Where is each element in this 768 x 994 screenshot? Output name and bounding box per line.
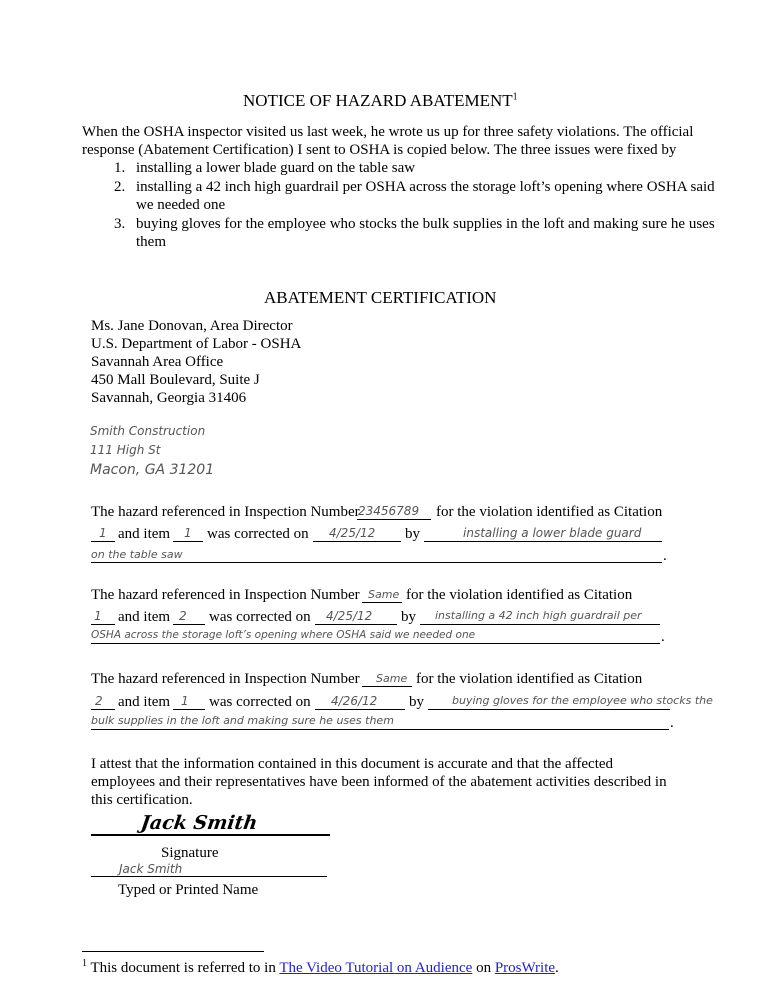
- corrected-on-label: was corrected on: [209, 694, 311, 710]
- by-blank-2: [91, 643, 660, 644]
- and-item-label: and item: [118, 609, 171, 625]
- recipient-line: 450 Mall Boulevard, Suite J: [91, 372, 260, 388]
- by-blank-2: [91, 729, 669, 730]
- by-label: by: [401, 609, 416, 625]
- signature-label: Signature: [161, 845, 219, 861]
- intro-line-2: response (Abatement Certification) I sent to OSHA is copied below. The three issues were fixed by: [82, 142, 677, 158]
- date-blank: [313, 541, 401, 542]
- item-value: 1: [181, 694, 189, 708]
- item-blank: [173, 624, 205, 625]
- list-item-text: installing a lower blade guard on the table saw: [136, 160, 416, 176]
- date-blank: [315, 709, 405, 710]
- date-value: 4/25/12: [326, 609, 373, 623]
- by-value-1: installing a 42 inch high guardrail per: [435, 609, 642, 622]
- footnote-link-video-tutorial[interactable]: The Video Tutorial on Audience: [279, 960, 473, 976]
- typed-name-label: Typed or Printed Name: [118, 882, 259, 898]
- by-label: by: [405, 526, 420, 542]
- sender-line: 111 High St: [90, 443, 161, 457]
- citation-value: 1: [99, 526, 107, 540]
- citation-value: 2: [95, 694, 103, 708]
- page-title: [243, 91, 518, 111]
- hazard-ref-label: The hazard referenced in Inspection Number: [91, 504, 360, 520]
- violation-label: for the violation identified as Citation: [406, 587, 633, 603]
- inspection-number-blank: [357, 519, 431, 520]
- list-number: 3.: [114, 216, 126, 232]
- inspection-number-value: Same: [376, 672, 408, 685]
- list-item-text-cont: we needed one: [136, 197, 226, 213]
- by-blank-1: [420, 624, 660, 625]
- and-item-label: and item: [118, 526, 171, 542]
- by-blank-2: [91, 562, 662, 563]
- list-number: 1.: [114, 160, 126, 176]
- period: .: [661, 629, 665, 645]
- recipient-line: Ms. Jane Donovan, Area Director: [91, 318, 293, 334]
- period: .: [663, 548, 667, 564]
- violation-label: for the violation identified as Citation: [416, 671, 643, 687]
- inspection-number-blank: [362, 686, 412, 687]
- footnote-text-middle: on: [472, 960, 495, 976]
- recipient-line: U.S. Department of Labor - OSHA: [91, 336, 302, 352]
- by-blank-1: [424, 541, 662, 542]
- attest-line: this certification.: [91, 792, 193, 808]
- typed-name-line: [91, 876, 327, 877]
- sender-line: Macon, GA 31201: [90, 462, 215, 478]
- typed-name-value: Jack Smith: [119, 862, 183, 876]
- footnote: [82, 959, 559, 977]
- list-item-text: buying gloves for the employee who stocks the bulk supplies in the loft and making sure he uses: [136, 216, 715, 232]
- by-value-1: buying gloves for the employee who stocks the: [452, 694, 713, 707]
- list-item-text: installing a 42 inch high guardrail per OSHA across the storage loft’s opening where OSHA said: [136, 179, 715, 195]
- by-value-1: installing a lower blade guard: [463, 526, 642, 540]
- footnote-text-before: This document is referred to in: [87, 960, 280, 976]
- by-value-2: OSHA across the storage loft’s opening where OSHA said we needed one: [91, 629, 476, 641]
- citation-blank: [91, 541, 115, 542]
- by-label: by: [409, 694, 424, 710]
- title-footnote-mark: 1: [512, 91, 518, 103]
- list-number: 2.: [114, 179, 126, 195]
- footnote-text-after: .: [555, 960, 559, 976]
- footnote-mark: 1: [82, 958, 87, 969]
- inspection-number-value: 23456789: [358, 504, 420, 518]
- citation-blank: [91, 624, 115, 625]
- attest-line: I attest that the information contained in this document is accurate and that the affected: [91, 756, 614, 772]
- by-value-2: on the table saw: [91, 548, 183, 561]
- corrected-on-label: was corrected on: [207, 526, 309, 542]
- item-blank: [173, 541, 203, 542]
- item-blank: [173, 709, 205, 710]
- attest-line: employees and their representatives have been informed of the abatement activities described in: [91, 774, 667, 790]
- title-text: NOTICE OF HAZARD ABATEMENT: [243, 91, 513, 110]
- footnote-separator: [82, 951, 264, 952]
- by-value-2: bulk supplies in the loft and making sure he uses them: [91, 714, 394, 727]
- inspection-number-value: Same: [368, 588, 400, 601]
- sender-line: Smith Construction: [90, 424, 206, 438]
- date-blank: [315, 624, 397, 625]
- citation-value: 1: [94, 609, 102, 623]
- cert-title: ABATEMENT CERTIFICATION: [264, 288, 497, 307]
- item-value: 2: [179, 609, 187, 623]
- corrected-on-label: was corrected on: [209, 609, 311, 625]
- item-value: 1: [184, 526, 192, 540]
- citation-blank: [91, 709, 115, 710]
- intro-line-1: When the OSHA inspector visited us last week, he wrote us up for three safety violations. The official: [82, 124, 694, 140]
- period: .: [670, 715, 674, 731]
- by-blank-1: [428, 709, 670, 710]
- recipient-line: Savannah, Georgia 31406: [91, 390, 247, 406]
- hazard-ref-label: The hazard referenced in Inspection Number: [91, 671, 360, 687]
- hazard-ref-label: The hazard referenced in Inspection Number: [91, 587, 360, 603]
- handwritten-signature: Jack Smith: [139, 812, 259, 834]
- list-item-text-cont: them: [136, 234, 166, 250]
- date-value: 4/26/12: [331, 694, 378, 708]
- violation-label: for the violation identified as Citation: [436, 504, 663, 520]
- signature-line: [91, 834, 330, 836]
- recipient-line: Savannah Area Office: [91, 354, 224, 370]
- and-item-label: and item: [118, 694, 171, 710]
- footnote-link-proswrite[interactable]: ProsWrite: [494, 960, 556, 976]
- date-value: 4/25/12: [329, 526, 376, 540]
- inspection-number-blank: [362, 602, 402, 603]
